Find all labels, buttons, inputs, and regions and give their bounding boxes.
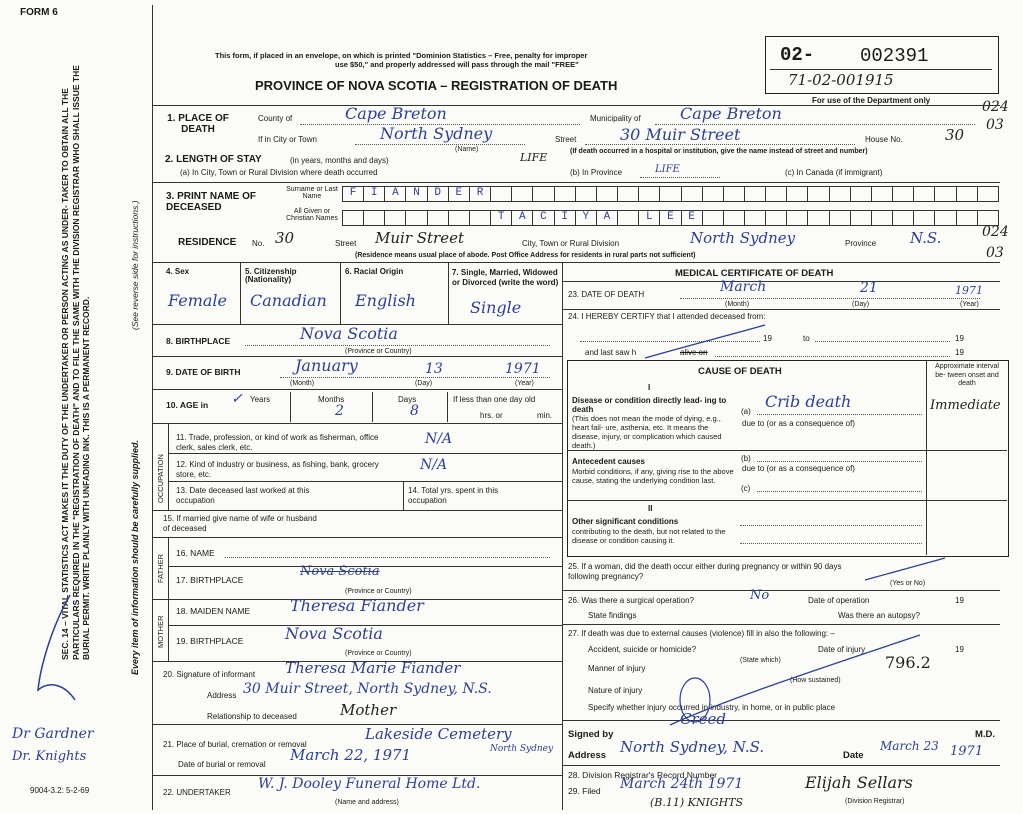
given-letter-cell bbox=[702, 211, 723, 225]
surname-letter-cell: N bbox=[405, 187, 426, 201]
deceased-name-label: 3. PRINT NAME OF DECEASED bbox=[166, 191, 257, 213]
q28-label: 28. Division Registrar's Record Number bbox=[568, 770, 718, 780]
postal-note-2: use $50," and properly addressed will pass through the mail "FREE" bbox=[335, 60, 579, 69]
q24-nineteen-2: 19 bbox=[955, 334, 964, 343]
given-letter-cell bbox=[363, 211, 384, 225]
given-letter-cell bbox=[913, 211, 934, 225]
given-letter-cell bbox=[850, 211, 871, 225]
dob-day: 13 bbox=[425, 361, 443, 377]
surname-letter-cell: E bbox=[448, 187, 469, 201]
given-letter-cell bbox=[384, 211, 405, 225]
hrs-label: hrs. or bbox=[480, 411, 503, 420]
postal-note-1: This form, if placed in an envelope, on which is printed "Dominion Statistics – Free, penalty for improper bbox=[215, 51, 588, 60]
interval-header: Approximate interval be- tween onset and death bbox=[935, 363, 999, 387]
municipality-value: Cape Breton bbox=[680, 104, 782, 123]
informant-address-value: 30 Muir Street, North Sydney, N.S. bbox=[243, 681, 492, 697]
county-value: Cape Breton bbox=[345, 104, 447, 123]
injury-nineteen: 19 bbox=[955, 645, 964, 654]
yes-no-note: (Yes or No) bbox=[890, 580, 926, 587]
q24-nineteen-3: 19 bbox=[955, 348, 964, 357]
state-which-note: (State which) bbox=[740, 657, 781, 664]
cause-c-label: (c) bbox=[741, 484, 751, 493]
given-letter-cell bbox=[786, 211, 807, 225]
min-label: min. bbox=[537, 411, 553, 420]
cause-a-interval: Immediate bbox=[930, 398, 1001, 413]
surname-letter-cell bbox=[638, 187, 659, 201]
surname-letter-cell bbox=[681, 187, 702, 201]
residence-no-label: No. bbox=[252, 239, 265, 248]
surname-letter-cell: A bbox=[384, 187, 405, 201]
given-letter-cell bbox=[765, 211, 786, 225]
surname-letter-cell bbox=[892, 187, 913, 201]
undertaker-note: (Name and address) bbox=[335, 799, 399, 806]
dob-month-note: (Month) bbox=[290, 380, 315, 387]
age-months-value: 2 bbox=[335, 403, 344, 419]
death-month-note: (Month) bbox=[725, 301, 750, 308]
death-month: March bbox=[720, 279, 767, 295]
q11-label: 11. Trade, profession, or kind of work as fisherman, office clerk, sales clerk, etc. bbox=[176, 433, 379, 452]
q27-label: 27. If death was due to external causes (violence) fill in also the following: – bbox=[568, 629, 835, 638]
side-note-left: SEC. 14 – VITAL STATISTICS ACT MAKES IT THE DUTY OF THE UNDERTAKER OR PERSON ACTING AS UNDER- TAKER TO OBTAIN ALL THE PARTICULARS REQUIRED IN THE "REGISTRATION OF DEATH" AND TO FILE THE SAME WITH THE DIVISION REGISTRAR WHO SHALL ISSUE THE BURIAL PERMIT. WRITE PLAINLY WITH UNFADING INK. THIS IS A PERMANENT RECORD. bbox=[60, 65, 91, 660]
given-letter-cell bbox=[934, 211, 955, 225]
stay-a-value: LIFE bbox=[520, 151, 548, 164]
stay-b-label: (b) In Province bbox=[570, 168, 623, 177]
surname-letter-cell bbox=[596, 187, 617, 201]
given-letter-cell bbox=[405, 211, 426, 225]
due-to-b: due to (or as a consequence of) bbox=[742, 464, 855, 473]
surname-letter-cell bbox=[977, 187, 998, 201]
marital-label: 7. Single, Married, Widowed or Divorced (write the word) bbox=[452, 268, 559, 287]
given-letter-cell bbox=[723, 211, 744, 225]
residence-street-value: Muir Street bbox=[375, 229, 465, 247]
mother-province-note: (Province or Country) bbox=[345, 650, 412, 657]
house-label: House No. bbox=[865, 135, 903, 144]
surname-letter-cell bbox=[786, 187, 807, 201]
registration-handwritten: 71-02-001915 bbox=[788, 71, 894, 89]
disease-label: Disease or condition directly lead- ing to death bbox=[572, 396, 727, 414]
birthplace-label: 8. BIRTHPLACE bbox=[166, 336, 231, 346]
code-3: 024 bbox=[982, 224, 1009, 240]
given-letter-cell: L bbox=[638, 211, 659, 225]
cause-header: CAUSE OF DEATH bbox=[698, 366, 782, 377]
surname-letter-cell bbox=[934, 187, 955, 201]
cause-a-value: Crib death bbox=[765, 392, 852, 411]
surname-letter-cell bbox=[871, 187, 892, 201]
surname-letter-cell: D bbox=[427, 187, 448, 201]
city-value: North Sydney bbox=[380, 124, 493, 143]
burial-date-label: Date of burial or removal bbox=[178, 760, 266, 769]
filed-note: (B.11) KNIGHTS bbox=[650, 796, 744, 809]
physician-date-year: 1971 bbox=[950, 744, 984, 759]
date-of-operation-label: Date of operation bbox=[808, 596, 870, 605]
given-letter-cell bbox=[807, 211, 828, 225]
undertaker-value: W. J. Dooley Funeral Home Ltd. bbox=[258, 776, 481, 792]
given-letter-cell bbox=[892, 211, 913, 225]
length-of-stay-sub: (in years, months and days) bbox=[290, 156, 389, 165]
surname-letter-cell bbox=[702, 187, 723, 201]
dob-month: January bbox=[295, 356, 358, 375]
residence-label: RESIDENCE bbox=[178, 237, 237, 248]
disease-note: (This does not mean the mode of dying, e.g., heart fail- ure, asthenia, etc. It means the disease, injury, or complication which caused death.) bbox=[572, 414, 722, 450]
given-names-grid bbox=[342, 210, 999, 226]
due-to-a: due to (or as a consequence of) bbox=[742, 419, 855, 428]
given-letter-cell bbox=[829, 211, 850, 225]
q21-label: 21. Place of burial, cremation or removal bbox=[163, 740, 307, 749]
registrar-signature: Elijah Sellars bbox=[805, 773, 913, 792]
given-letter-cell bbox=[343, 211, 363, 225]
occupation-side-label: OCCUPATION bbox=[156, 454, 165, 503]
side-note-reverse: (See reverse side for instructions.) bbox=[130, 200, 140, 330]
physician-signature: Creed bbox=[680, 710, 727, 728]
physician-address-label: Address bbox=[568, 750, 607, 761]
surname-label: Surname or Last Name bbox=[286, 186, 338, 200]
given-letter-cell: I bbox=[554, 211, 575, 225]
q20-label: 20. Signature of informant bbox=[163, 670, 256, 679]
stay-b-value: LIFE bbox=[655, 164, 680, 175]
dob-day-note: (Day) bbox=[415, 380, 433, 387]
county-label: County of bbox=[258, 114, 293, 123]
given-letter-cell: Y bbox=[575, 211, 596, 225]
registration-prefix: 02- bbox=[780, 44, 815, 66]
birthplace-value: Nova Scotia bbox=[300, 324, 398, 343]
residence-province-value: N.S. bbox=[910, 229, 942, 247]
form-number: FORM 6 bbox=[20, 7, 58, 18]
age-label: 10. AGE in bbox=[166, 400, 209, 410]
surname-letter-cell bbox=[575, 187, 596, 201]
code-4: 03 bbox=[986, 245, 1004, 261]
marital-value: Single bbox=[470, 298, 522, 317]
form-title: PROVINCE OF NOVA SCOTIA – REGISTRATION OF DEATH bbox=[255, 78, 618, 93]
q26-value: No bbox=[750, 588, 770, 603]
given-letter-cell bbox=[427, 211, 448, 225]
father-side-label: FATHER bbox=[156, 553, 165, 583]
given-letter-cell: C bbox=[532, 211, 553, 225]
specify-label: Specify whether injury occurred in industry, in home, or in public place bbox=[588, 703, 836, 712]
given-letter-cell bbox=[617, 211, 638, 225]
street-label: Street bbox=[555, 135, 577, 144]
given-letter-cell bbox=[469, 211, 490, 225]
father-province-note: (Province or Country) bbox=[345, 588, 412, 595]
surname-letter-cell bbox=[617, 187, 638, 201]
physician-date-value: March 23 bbox=[880, 739, 939, 753]
surname-letter-cell bbox=[829, 187, 850, 201]
q11-value: N/A bbox=[425, 431, 453, 447]
sex-label: 4. Sex bbox=[166, 267, 190, 276]
residence-street-label: Street bbox=[335, 239, 357, 248]
q16-label: 16. NAME bbox=[176, 548, 215, 558]
given-letter-cell: A bbox=[596, 211, 617, 225]
q19-label: 19. BIRTHPLACE bbox=[176, 636, 244, 646]
operation-nineteen: 19 bbox=[955, 596, 964, 605]
q24-alive-on: alive on bbox=[680, 348, 708, 357]
surname-letter-cell: I bbox=[363, 187, 384, 201]
surname-letter-cell bbox=[850, 187, 871, 201]
q19-value: Nova Scotia bbox=[285, 624, 383, 643]
surname-letter-cell bbox=[511, 187, 532, 201]
given-letter-cell bbox=[448, 211, 469, 225]
dob-year: 1971 bbox=[505, 361, 541, 377]
residence-city-label: City, Town or Rural Division bbox=[522, 239, 620, 248]
death-day-note: (Day) bbox=[852, 301, 870, 308]
margin-note-2: Dr. Knights bbox=[12, 749, 87, 764]
other-conditions-label: Other significant conditions bbox=[572, 517, 679, 526]
age-months-label: Months bbox=[318, 395, 345, 404]
q23-label: 23. DATE OF DEATH bbox=[568, 290, 645, 299]
cause-b-label: (b) bbox=[741, 454, 751, 463]
q22-label: 22. UNDERTAKER bbox=[163, 788, 231, 797]
dob-label: 9. DATE OF BIRTH bbox=[166, 367, 241, 377]
racial-origin-value: English bbox=[355, 291, 416, 310]
code-796-2: 796.2 bbox=[885, 653, 931, 672]
given-letter-cell: E bbox=[681, 211, 702, 225]
q18-label: 18. MAIDEN NAME bbox=[176, 606, 251, 616]
q26-label: 26. Was there a surgical operation? bbox=[568, 596, 694, 605]
surname-letter-cell bbox=[956, 187, 977, 201]
place-of-death-label: 1. PLACE OF DEATH bbox=[167, 113, 229, 135]
accident-label: Accident, suicide or homicide? bbox=[588, 645, 697, 654]
given-letter-cell: T bbox=[490, 211, 511, 225]
surname-grid bbox=[342, 186, 999, 202]
nature-label: Nature of injury bbox=[588, 686, 643, 695]
burial-note: North Sydney bbox=[490, 744, 554, 754]
residence-city-value: North Sydney bbox=[690, 229, 796, 247]
registrar-label: (Division Registrar) bbox=[845, 798, 905, 805]
surname-letter-cell: F bbox=[349, 187, 357, 199]
q15-label: 15. If married give name of wife or husband of deceased bbox=[163, 514, 317, 533]
given-names-label: All Given or Christian Names bbox=[286, 208, 338, 222]
strikeout-mark bbox=[640, 320, 770, 360]
code-1: 024 bbox=[982, 99, 1009, 115]
q24-to-label: to bbox=[803, 334, 810, 343]
sex-value: Female bbox=[168, 291, 227, 310]
city-label: If in City or Town bbox=[258, 135, 317, 144]
physician-address-value: North Sydney, N.S. bbox=[620, 738, 765, 756]
surname-letter-cell bbox=[659, 187, 680, 201]
surname-letter-cell: R bbox=[469, 187, 490, 201]
filed-date-value: March 24th 1971 bbox=[620, 776, 744, 792]
municipality-label: Municipality of bbox=[590, 114, 641, 123]
manner-label: Manner of injury bbox=[588, 664, 646, 673]
citizenship-label: 5. Citizenship (Nationality) bbox=[245, 267, 297, 284]
q13-label: 13. Date deceased last worked at this occupation bbox=[176, 486, 310, 505]
given-letter-cell bbox=[744, 211, 765, 225]
given-letter-cell bbox=[977, 211, 998, 225]
surname-letter-cell bbox=[765, 187, 786, 201]
antecedent-label: Antecedent causes bbox=[572, 457, 645, 466]
q24-label: 24. I HEREBY CERTIFY that I attended deceased from: bbox=[568, 312, 766, 321]
margin-note-1: Dr Gardner bbox=[12, 726, 94, 742]
q18-value: Theresa Fiander bbox=[290, 596, 424, 615]
q17-label: 17. BIRTHPLACE bbox=[176, 575, 244, 585]
street-value: 30 Muir Street bbox=[620, 125, 741, 144]
mother-side-label: MOTHER bbox=[156, 615, 165, 648]
surname-letter-cell bbox=[490, 187, 511, 201]
physician-date-label: Date bbox=[843, 750, 864, 761]
state-findings-label: State findings bbox=[588, 611, 637, 620]
registration-number: 002391 bbox=[860, 45, 929, 67]
citizenship-value: Canadian bbox=[250, 291, 327, 310]
surname-letter-cell bbox=[723, 187, 744, 201]
surname-letter-cell bbox=[744, 187, 765, 201]
relationship-value: Mother bbox=[340, 701, 397, 719]
hospital-note: (If death occurred in a hospital or institution, give the name instead of street and number) bbox=[570, 148, 868, 155]
surname-letter-cell bbox=[532, 187, 553, 201]
stay-a-label: (a) In City, Town or Rural Division where death occurred bbox=[180, 168, 378, 177]
stay-c-label: (c) In Canada (if immigrant) bbox=[785, 168, 883, 177]
checkmark-icon: ✓ bbox=[231, 391, 243, 407]
surname-letter-cell bbox=[913, 187, 934, 201]
q14-label: 14. Total yrs. spent in this occupation bbox=[408, 486, 499, 505]
antecedent-note: Morbid conditions, if any, giving rise to the above cause, stating the underlying condition last. bbox=[572, 467, 734, 485]
surname-letter-cell bbox=[807, 187, 828, 201]
death-day: 21 bbox=[860, 280, 878, 296]
roman-two: II bbox=[648, 504, 653, 513]
length-of-stay-label: 2. LENGTH OF STAY bbox=[165, 154, 262, 165]
other-conditions-note: contributing to the death, but not related to the disease or condition causing it. bbox=[572, 527, 726, 545]
q17-struck-value: Nova Scotia bbox=[300, 564, 380, 579]
q25-label: 25. If a woman, did the death occur either during pregnancy or within 90 days following pregnancy? bbox=[568, 562, 842, 581]
racial-origin-label: 6. Racial Origin bbox=[345, 267, 404, 276]
given-letter-cell bbox=[871, 211, 892, 225]
burial-date-value: March 22, 1971 bbox=[290, 746, 412, 764]
q29-label: 29. Filed bbox=[568, 786, 601, 796]
surname-letter-cell bbox=[554, 187, 575, 201]
q12-value: N/A bbox=[420, 457, 448, 473]
side-note-care: Every item of information should be carefully supplied. bbox=[130, 439, 140, 675]
informant-address-label: Address bbox=[207, 691, 237, 700]
autopsy-label: Was there an autopsy? bbox=[838, 611, 920, 620]
print-code: 9004-3.2: 5-2-69 bbox=[30, 786, 90, 795]
relationship-label: Relationship to deceased bbox=[207, 712, 297, 721]
cause-a-label: (a) bbox=[741, 407, 751, 416]
dob-year-note: (Year) bbox=[515, 380, 534, 387]
q24-nineteen-1: 19 bbox=[763, 334, 772, 343]
q24-last-saw: and last saw h bbox=[585, 348, 637, 357]
margin-signature-mark bbox=[30, 590, 80, 710]
date-of-injury-label: Date of injury bbox=[818, 645, 866, 654]
residence-province-label: Province bbox=[845, 239, 877, 248]
city-name-note: (Name) bbox=[455, 146, 479, 153]
death-year: 1971 bbox=[955, 284, 983, 297]
signed-by-label: Signed by bbox=[568, 729, 614, 740]
dept-use-note: For use of the Department only bbox=[812, 96, 931, 105]
birthplace-note: (Province or Country) bbox=[345, 348, 412, 355]
age-days-value: 8 bbox=[410, 403, 419, 419]
age-days-label: Days bbox=[398, 395, 417, 404]
q12-label: 12. Kind of industry or business, as fishing, bank, grocery store, etc. bbox=[176, 460, 379, 479]
house-value: 30 bbox=[945, 126, 965, 144]
md-label: M.D. bbox=[975, 729, 996, 740]
how-sustained-note: (How sustained) bbox=[790, 677, 841, 684]
given-letter-cell bbox=[956, 211, 977, 225]
residence-no-value: 30 bbox=[275, 229, 295, 247]
informant-signature: Theresa Marie Fiander bbox=[285, 659, 461, 677]
residence-note: (Residence means usual place of abode. Post Office Address for residents in rural parts not sufficient) bbox=[355, 252, 696, 259]
age-years-label: Years bbox=[250, 395, 271, 404]
code-2: 03 bbox=[986, 117, 1004, 133]
given-letter-cell: A bbox=[511, 211, 532, 225]
given-letter-cell: E bbox=[659, 211, 680, 225]
death-year-note: (Year) bbox=[960, 301, 979, 308]
burial-place-value: Lakeside Cemetery bbox=[365, 725, 512, 743]
roman-one: I bbox=[648, 383, 651, 392]
less-one-day-label: If less than one day old bbox=[453, 395, 536, 404]
medical-header: MEDICAL CERTIFICATE OF DEATH bbox=[675, 268, 834, 279]
